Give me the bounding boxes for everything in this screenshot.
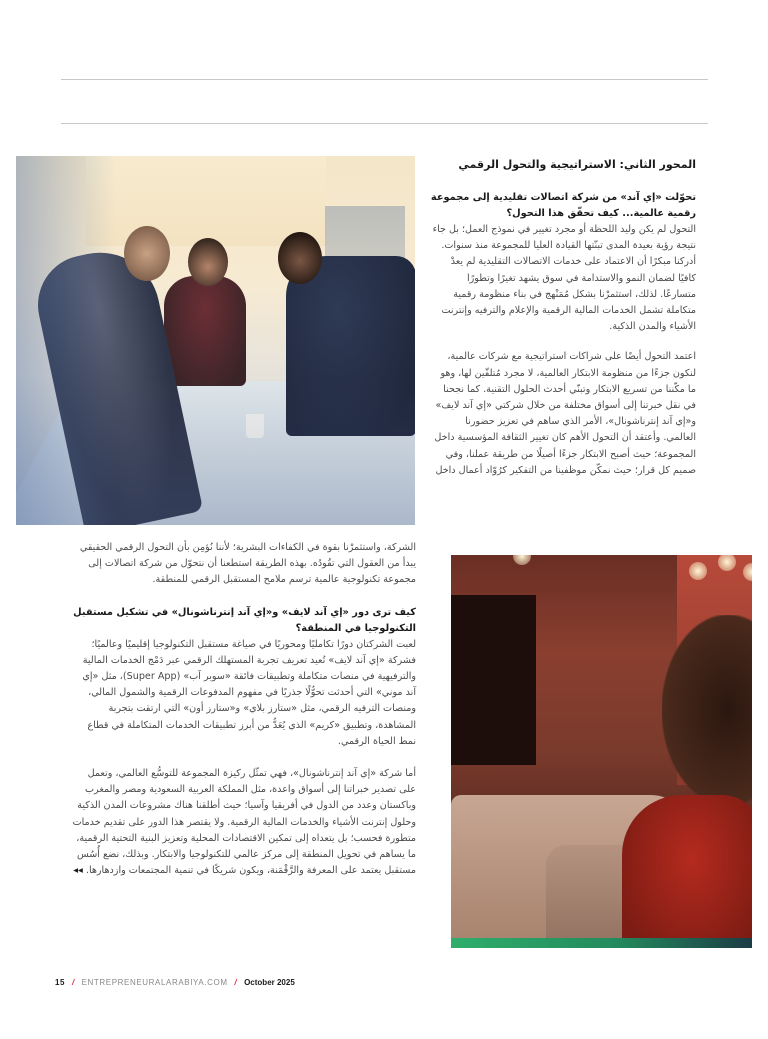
- photo-overlay: [16, 156, 415, 525]
- photo-light: [689, 562, 707, 580]
- footer-site: ENTREPRENEURALARABIYA.COM: [81, 978, 228, 987]
- meeting-photo: [16, 156, 415, 525]
- header-rule-bottom: [61, 123, 708, 124]
- answer-2-paragraph-2-text: أما شركة «إي آند إنترناشونال»، فهي تمثّل ركيزة المجموعة للتوسُّع العالمي، وتعمل على تصدير خبراتنا إلى أسواق واعدة، مثل المملكة العربية السعودية ومصر والمغرب وباكستان وعدد من الدول في أفريقيا وآسيا؛ حيث أطلقنا هناك مشروعات المدن الذكية وحلول إنترنت الأشياء والخدمات المالية الرقمية. ولا يقتصر هذا الدور على تقديم خدمات متطورة فحسب؛ بل يتعداه إلى تمكين الاقتصادات المحلية وتعزيز البنية التحتية الرقمية، ما يساهم في تحويل المنطقة إلى مركز عالمي للتكنولوجيا والابتكار. وبذلك، نضع أُسُس مستقبل يعتمد على المعرفة والرَّقْمَنة، ويكون شريكًا في تنمية المجتمعات وازدهارها.: [72, 768, 416, 877]
- answer-2-paragraph-1: لعبت الشركتان دورًا تكامليًا ومحوريًا في صياغة مستقبل التكنولوجيا إقليميًا وعالميًا؛ فشركة «إي آند لايف» تُعيد تعريف تجربة المستهلك الرقمي عبر دَمْج الخدمات المالية والترفيهية في منصات متكاملة وتطبيقات فائقة «سوبر آب» (Super App)، مثل «إي آند موني» التي أحدثت تحوُّلًا جذريًا في مفهوم المدفوعات الرقمية والشمول المالي، ومنصات الترفيه الرقمي، مثل «ستارز بلاي» و«ستارز أون» التي ارتقت بتجربة المشاهدة، وتطبيق «كريم» الذي يُعَدُّ من أبرز تطبيقات الخدمات المتكاملة في قطاع نمط الحياة الرقمي.: [82, 638, 416, 747]
- photo-person-sweater: [622, 795, 752, 948]
- header-rule-top: [61, 79, 708, 80]
- end-of-article-icon: ◂◂: [73, 865, 83, 877]
- photo-person-hair: [662, 615, 752, 805]
- question-2: كيف ترى دور «إي آند لايف» و«إي آند إنترناشونال» في تشكيل مستقبل التكنولوجيا في المنطقة؟: [73, 606, 416, 634]
- article-column-right: [430, 158, 696, 493]
- home-photo: [451, 555, 752, 948]
- footer-date: October 2025: [244, 978, 295, 987]
- section-title: المحور الثاني: الاستراتيجية والتحول الرقمي: [458, 158, 696, 171]
- footer-separator: /: [71, 978, 75, 987]
- answer-1-paragraph-1: التحول لم يكن وليد اللحظة أو مجرد تغيير في نموذج العمل؛ بل جاء نتيجة رؤية بعيدة المدى تبنّتها القيادة العليا للمجموعة منذ سنوات. أدركنا مبكرًا أن الاعتماد على خدمات الاتصالات التقليدية لم يعدْ كافيًا لضمان النمو والاستدامة في سوق يشهد تغيرًا وتطورًا متسارعًا. لذلك، استثمرْنا بشكل مُمَنْهج في بناء منظومة رقمية متكاملة تشمل الخدمات المالية الرقمية والإعلام والترفيه وإنترنت الأشياء والمدن الذكية.: [432, 224, 696, 333]
- footer-separator: /: [234, 978, 238, 987]
- article-column-left: [72, 540, 416, 893]
- page-number: 15: [55, 978, 66, 987]
- question-1: تحوّلت «إي آند» من شركة اتصالات تقليدية إلى مجموعة رقمية عالمية... كيف تحقّق هذا التحول؟: [430, 192, 696, 219]
- answer-1-paragraph-2-continued: الشركة، واستثمرْنا بقوة في الكفاءات البشرية؛ لأننا نُؤمِن بأن التحول الرقمي الحقيقي يبدأ من العقول التي تقُودُه. بهذه الطريقة استطعنا أن نتحوّل من شركة اتصالات إلى مجموعة تكنولوجية عالمية ترسم ملامح المستقبل الرقمي للمنطقة.: [79, 542, 416, 586]
- photo-tv: [451, 595, 536, 765]
- answer-2-paragraph-2: [72, 766, 416, 879]
- photo-accent-bar: [451, 938, 752, 948]
- photo-light: [513, 555, 531, 565]
- page-footer: [55, 978, 295, 987]
- answer-1-paragraph-2: اعتمد التحول أيضًا على شراكات استراتيجية مع شركات عالمية، لنكون جزءًا من منظومة الابتكار العالمية، لا مجرد مُتلقّين لها، وهو ما مكّننا من تسريع الابتكار وتبنّي أحدث الحلول التقنية. كما نجحنا في نقل خبرتنا إلى أسواق مختلفة من خلال شركتي «إي آند لايف» و«إي آند إنترناشونال»، الأمر الذي ساهم في تعزيز حضورنا العالمي. وأعتقد أن التحول الأهم كان تغيير الثقافة المؤسسية داخل المجموعة؛ حيث أصبح الابتكار جزءًا أصيلًا من طريقة عملنا، وفي صميم كل قرار؛ حيث نمكّن موظفينا من التفكير كرُوّاد أعمال داخل: [434, 351, 696, 476]
